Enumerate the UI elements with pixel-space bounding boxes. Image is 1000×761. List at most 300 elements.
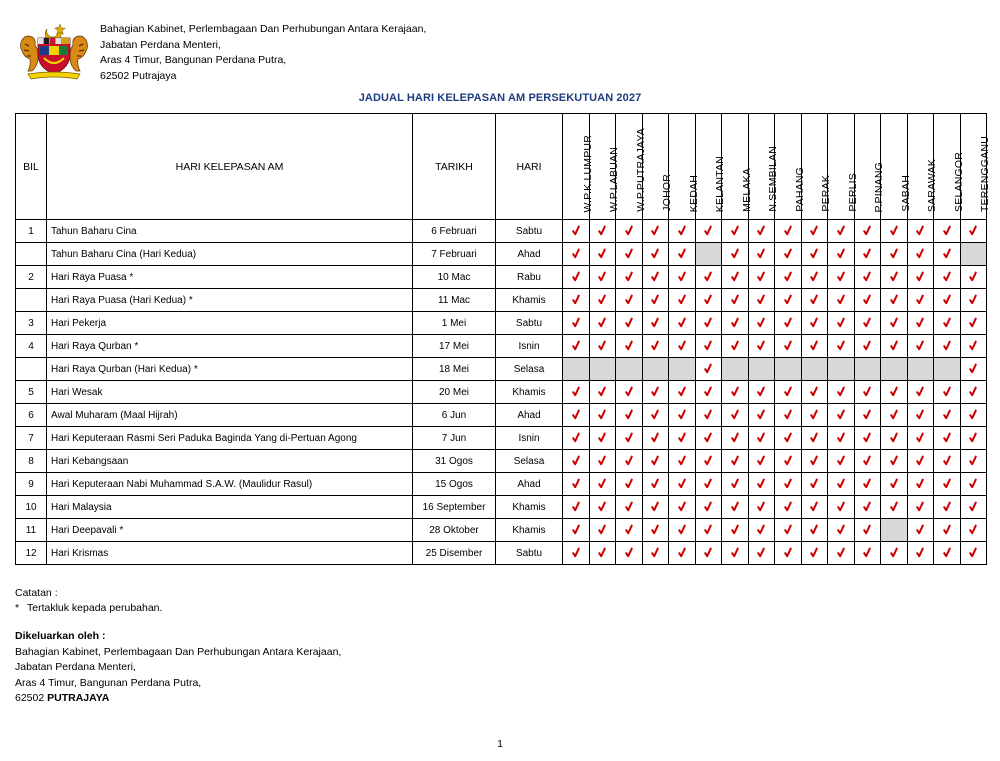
checkmark-icon: [597, 432, 607, 443]
state-holiday-cell: [748, 519, 775, 542]
checkmark-icon: [783, 524, 793, 535]
state-holiday-cell: [669, 519, 696, 542]
state-not-holiday-cell: [563, 358, 590, 381]
org-line: Bahagian Kabinet, Perlembagaan Dan Perhubungan Antara Kerajaan,: [100, 23, 427, 35]
table-row: [16, 473, 987, 496]
state-holiday-cell: [695, 519, 722, 542]
checkmark-icon: [624, 432, 634, 443]
holiday-day: Sabtu: [496, 542, 563, 565]
state-holiday-cell: [854, 427, 881, 450]
checkmark-icon: [809, 524, 819, 535]
holiday-name: Awal Muharam (Maal Hijrah): [47, 404, 413, 427]
notes-heading: Catatan :: [15, 587, 58, 599]
holiday-table: [15, 113, 991, 565]
state-holiday-cell: [801, 427, 828, 450]
state-holiday-cell: [669, 266, 696, 289]
checkmark-icon: [756, 248, 766, 259]
table-row: [16, 220, 987, 243]
state-holiday-cell: [616, 289, 643, 312]
checkmark-icon: [703, 317, 713, 328]
checkmark-icon: [624, 248, 634, 259]
state-holiday-cell: [775, 496, 802, 519]
state-holiday-cell: [669, 542, 696, 565]
state-holiday-cell: [563, 312, 590, 335]
checkmark-icon: [597, 225, 607, 236]
holiday-name: Hari Pekerja: [47, 312, 413, 335]
state-holiday-cell: [934, 542, 961, 565]
header-holiday-name: HARI KELEPASAN AM: [47, 114, 413, 220]
holiday-day: Selasa: [496, 450, 563, 473]
state-holiday-cell: [563, 542, 590, 565]
header-state: [907, 114, 939, 220]
checkmark-icon: [703, 340, 713, 351]
checkmark-icon: [968, 455, 978, 466]
checkmark-icon: [915, 386, 925, 397]
checkmark-icon: [915, 455, 925, 466]
state-holiday-cell: [881, 312, 908, 335]
state-holiday-cell: [642, 381, 669, 404]
state-holiday-cell: [669, 335, 696, 358]
checkmark-icon: [650, 455, 660, 466]
state-holiday-cell: [854, 450, 881, 473]
state-label: SABAH: [899, 175, 912, 212]
state-not-holiday-cell: [907, 358, 934, 381]
checkmark-icon: [862, 432, 872, 443]
holiday-name: Hari Raya Qurban *: [47, 335, 413, 358]
state-holiday-cell: [722, 289, 749, 312]
state-holiday-cell: [934, 427, 961, 450]
issuer-section: [15, 629, 341, 707]
checkmark-icon: [889, 455, 899, 466]
state-holiday-cell: [828, 519, 855, 542]
checkmark-icon: [624, 317, 634, 328]
state-holiday-cell: [589, 243, 616, 266]
holiday-date: 6 Jun: [413, 404, 496, 427]
header-state: [616, 114, 647, 220]
state-not-holiday-cell: [828, 358, 855, 381]
org-line: 62502 Putrajaya: [100, 69, 177, 82]
checkmark-icon: [624, 294, 634, 305]
checkmark-icon: [730, 248, 740, 259]
state-holiday-cell: [881, 450, 908, 473]
checkmark-icon: [889, 317, 899, 328]
state-holiday-cell: [775, 519, 802, 542]
state-holiday-cell: [642, 312, 669, 335]
checkmark-icon: [942, 501, 952, 512]
row-number: 7: [16, 427, 47, 450]
issuer-line: Aras 4 Timur, Bangunan Perdana Putra,: [15, 676, 202, 689]
checkmark-icon: [836, 340, 846, 351]
checkmark-icon: [862, 409, 872, 420]
issuer-line: Jabatan Perdana Menteri,: [15, 661, 136, 673]
state-holiday-cell: [801, 266, 828, 289]
checkmark-icon: [677, 386, 687, 397]
page-number: 1: [497, 738, 503, 750]
state-holiday-cell: [907, 519, 934, 542]
checkmark-icon: [809, 547, 819, 558]
state-holiday-cell: [907, 450, 934, 473]
state-holiday-cell: [722, 427, 749, 450]
checkmark-icon: [677, 271, 687, 282]
checkmark-icon: [915, 524, 925, 535]
checkmark-icon: [597, 271, 607, 282]
checkmark-icon: [677, 409, 687, 420]
checkmark-icon: [783, 317, 793, 328]
state-holiday-cell: [881, 243, 908, 266]
checkmark-icon: [915, 271, 925, 282]
checkmark-icon: [624, 271, 634, 282]
state-holiday-cell: [748, 427, 775, 450]
table-row: [16, 335, 987, 358]
checkmark-icon: [703, 294, 713, 305]
checkmark-icon: [677, 248, 687, 259]
checkmark-icon: [597, 340, 607, 351]
holiday-name: Tahun Baharu Cina: [47, 220, 413, 243]
holiday-name: Hari Raya Puasa (Hari Kedua) *: [47, 289, 413, 312]
checkmark-icon: [836, 547, 846, 558]
state-holiday-cell: [801, 312, 828, 335]
state-label: PERAK: [820, 175, 833, 212]
checkmark-icon: [968, 363, 978, 374]
checkmark-icon: [730, 294, 740, 305]
state-holiday-cell: [828, 542, 855, 565]
state-holiday-cell: [669, 450, 696, 473]
checkmark-icon: [650, 478, 660, 489]
checkmark-icon: [968, 547, 978, 558]
checkmark-icon: [571, 248, 581, 259]
state-holiday-cell: [748, 289, 775, 312]
state-holiday-cell: [775, 335, 802, 358]
state-holiday-cell: [748, 312, 775, 335]
state-holiday-cell: [801, 220, 828, 243]
state-holiday-cell: [934, 220, 961, 243]
state-holiday-cell: [854, 542, 881, 565]
checkmark-icon: [942, 340, 952, 351]
checkmark-icon: [730, 478, 740, 489]
checkmark-icon: [650, 317, 660, 328]
table-row: [16, 312, 987, 335]
state-label: W.P.PUTRAJAYA: [634, 128, 647, 212]
state-holiday-cell: [748, 404, 775, 427]
checkmark-icon: [756, 386, 766, 397]
checkmark-icon: [650, 340, 660, 351]
state-holiday-cell: [695, 220, 722, 243]
state-holiday-cell: [960, 312, 986, 335]
holiday-date: 25 Disember: [413, 542, 496, 565]
state-holiday-cell: [907, 404, 934, 427]
checkmark-icon: [915, 409, 925, 420]
checkmark-icon: [677, 317, 687, 328]
checkmark-icon: [915, 294, 925, 305]
state-holiday-cell: [828, 381, 855, 404]
state-not-holiday-cell: [616, 358, 643, 381]
holiday-day: Khamis: [496, 381, 563, 404]
checkmark-icon: [730, 340, 740, 351]
state-holiday-cell: [881, 496, 908, 519]
state-holiday-cell: [563, 266, 590, 289]
issuer-postcode-line: [15, 691, 341, 707]
checkmark-icon: [571, 225, 581, 236]
state-holiday-cell: [881, 289, 908, 312]
header-day: HARI: [496, 114, 563, 220]
state-holiday-cell: [854, 404, 881, 427]
checkmark-icon: [915, 225, 925, 236]
state-holiday-cell: [960, 381, 986, 404]
state-holiday-cell: [828, 404, 855, 427]
state-holiday-cell: [589, 312, 616, 335]
checkmark-icon: [968, 340, 978, 351]
state-holiday-cell: [642, 450, 669, 473]
state-holiday-cell: [616, 473, 643, 496]
state-holiday-cell: [589, 335, 616, 358]
state-holiday-cell: [616, 335, 643, 358]
checkmark-icon: [597, 409, 607, 420]
state-holiday-cell: [642, 266, 669, 289]
state-holiday-cell: [589, 289, 616, 312]
state-holiday-cell: [881, 542, 908, 565]
state-holiday-cell: [563, 335, 590, 358]
holiday-name: Hari Keputeraan Rasmi Seri Paduka Baginda Yang di-Pertuan Agong: [47, 427, 413, 450]
checkmark-icon: [862, 478, 872, 489]
state-holiday-cell: [934, 312, 961, 335]
state-holiday-cell: [722, 450, 749, 473]
state-holiday-cell: [775, 289, 802, 312]
checkmark-icon: [756, 294, 766, 305]
state-holiday-cell: [563, 243, 590, 266]
checkmark-icon: [571, 478, 581, 489]
state-holiday-cell: [960, 289, 986, 312]
table-row: [16, 450, 987, 473]
checkmark-icon: [968, 524, 978, 535]
checkmark-icon: [571, 340, 581, 351]
state-holiday-cell: [695, 496, 722, 519]
checkmark-icon: [836, 317, 846, 328]
checkmark-icon: [571, 432, 581, 443]
checkmark-icon: [783, 225, 793, 236]
state-holiday-cell: [589, 427, 616, 450]
checkmark-icon: [677, 524, 687, 535]
state-holiday-cell: [907, 243, 934, 266]
state-holiday-cell: [801, 404, 828, 427]
state-holiday-cell: [775, 542, 802, 565]
checkmark-icon: [597, 317, 607, 328]
checkmark-icon: [597, 455, 607, 466]
state-not-holiday-cell: [722, 358, 749, 381]
checkmark-icon: [809, 432, 819, 443]
state-label: SARAWAK: [926, 158, 939, 212]
state-holiday-cell: [642, 289, 669, 312]
state-holiday-cell: [748, 473, 775, 496]
header-state: [722, 114, 753, 220]
state-holiday-cell: [748, 450, 775, 473]
state-holiday-cell: [642, 473, 669, 496]
state-holiday-cell: [828, 427, 855, 450]
checkmark-icon: [889, 340, 899, 351]
holiday-name: Tahun Baharu Cina (Hari Kedua): [47, 243, 413, 266]
state-holiday-cell: [563, 450, 590, 473]
asterisk-marker: *: [15, 602, 20, 614]
state-holiday-cell: [722, 519, 749, 542]
state-label: P.PINANG: [873, 161, 886, 212]
checkmark-icon: [624, 225, 634, 236]
state-holiday-cell: [669, 243, 696, 266]
checkmark-icon: [862, 340, 872, 351]
state-holiday-cell: [748, 381, 775, 404]
state-holiday-cell: [960, 404, 986, 427]
checkmark-icon: [650, 386, 660, 397]
holiday-date: 15 Ogos: [413, 473, 496, 496]
state-holiday-cell: [775, 450, 802, 473]
state-holiday-cell: [907, 427, 934, 450]
state-holiday-cell: [775, 220, 802, 243]
checkmark-icon: [862, 248, 872, 259]
state-holiday-cell: [907, 496, 934, 519]
checkmark-icon: [889, 501, 899, 512]
state-holiday-cell: [775, 473, 802, 496]
checkmark-icon: [968, 317, 978, 328]
checkmark-icon: [597, 478, 607, 489]
state-holiday-cell: [589, 220, 616, 243]
checkmark-icon: [677, 340, 687, 351]
state-holiday-cell: [828, 289, 855, 312]
checkmark-icon: [703, 547, 713, 558]
holiday-date: 11 Mac: [413, 289, 496, 312]
holiday-day: Sabtu: [496, 312, 563, 335]
checkmark-icon: [730, 409, 740, 420]
state-label: MELAKA: [740, 168, 753, 212]
state-holiday-cell: [616, 450, 643, 473]
checkmark-icon: [968, 409, 978, 420]
state-label: KEDAH: [687, 174, 700, 212]
state-holiday-cell: [828, 335, 855, 358]
row-number: 5: [16, 381, 47, 404]
state-holiday-cell: [695, 289, 722, 312]
state-holiday-cell: [669, 473, 696, 496]
checkmark-icon: [571, 386, 581, 397]
state-holiday-cell: [722, 404, 749, 427]
state-holiday-cell: [589, 473, 616, 496]
checkmark-icon: [942, 386, 952, 397]
state-holiday-cell: [669, 220, 696, 243]
checkmark-icon: [942, 409, 952, 420]
state-holiday-cell: [695, 358, 722, 381]
holiday-day: Isnin: [496, 427, 563, 450]
checkmark-icon: [968, 478, 978, 489]
row-number: 4: [16, 335, 47, 358]
checkmark-icon: [703, 409, 713, 420]
state-holiday-cell: [854, 496, 881, 519]
checkmark-icon: [968, 294, 978, 305]
organization-address: [100, 22, 426, 84]
checkmark-icon: [915, 248, 925, 259]
state-holiday-cell: [642, 427, 669, 450]
table-row: [16, 542, 987, 565]
state-holiday-cell: [563, 473, 590, 496]
state-holiday-cell: [960, 450, 986, 473]
state-holiday-cell: [881, 404, 908, 427]
state-holiday-cell: [616, 496, 643, 519]
state-holiday-cell: [881, 266, 908, 289]
notes-item: [15, 601, 162, 616]
checkmark-icon: [756, 317, 766, 328]
holiday-date: 20 Mei: [413, 381, 496, 404]
checkmark-icon: [756, 340, 766, 351]
state-holiday-cell: [748, 266, 775, 289]
state-not-holiday-cell: [881, 358, 908, 381]
state-holiday-cell: [801, 381, 828, 404]
state-holiday-cell: [616, 427, 643, 450]
checkmark-icon: [703, 225, 713, 236]
holiday-date: 17 Mei: [413, 335, 496, 358]
checkmark-icon: [783, 386, 793, 397]
checkmark-icon: [703, 386, 713, 397]
checkmark-icon: [862, 294, 872, 305]
state-not-holiday-cell: [934, 358, 961, 381]
state-holiday-cell: [960, 473, 986, 496]
checkmark-icon: [650, 271, 660, 282]
state-holiday-cell: [801, 519, 828, 542]
state-holiday-cell: [801, 542, 828, 565]
state-holiday-cell: [854, 381, 881, 404]
state-holiday-cell: [881, 220, 908, 243]
state-holiday-cell: [934, 473, 961, 496]
checkmark-icon: [650, 248, 660, 259]
state-holiday-cell: [960, 427, 986, 450]
state-holiday-cell: [669, 289, 696, 312]
checkmark-icon: [756, 409, 766, 420]
state-holiday-cell: [695, 542, 722, 565]
state-holiday-cell: [669, 496, 696, 519]
checkmark-icon: [809, 248, 819, 259]
checkmark-icon: [783, 455, 793, 466]
notes-text: Tertakluk kepada perubahan.: [27, 602, 163, 614]
holiday-day: Khamis: [496, 496, 563, 519]
state-holiday-cell: [563, 381, 590, 404]
header-state: [854, 114, 886, 220]
checkmark-icon: [571, 524, 581, 535]
header-state: [642, 114, 674, 220]
state-holiday-cell: [669, 404, 696, 427]
checkmark-icon: [836, 432, 846, 443]
notes-section: [15, 586, 162, 616]
state-holiday-cell: [960, 220, 986, 243]
state-holiday-cell: [854, 220, 881, 243]
checkmark-icon: [624, 478, 634, 489]
checkmark-icon: [730, 524, 740, 535]
state-holiday-cell: [775, 404, 802, 427]
row-number: [16, 289, 47, 312]
checkmark-icon: [703, 478, 713, 489]
checkmark-icon: [783, 432, 793, 443]
state-not-holiday-cell: [775, 358, 802, 381]
state-holiday-cell: [775, 312, 802, 335]
checkmark-icon: [624, 340, 634, 351]
checkmark-icon: [597, 547, 607, 558]
checkmark-icon: [915, 501, 925, 512]
header-state: [828, 114, 859, 220]
checkmark-icon: [624, 455, 634, 466]
checkmark-icon: [942, 432, 952, 443]
checkmark-icon: [783, 501, 793, 512]
state-holiday-cell: [722, 542, 749, 565]
state-holiday-cell: [589, 404, 616, 427]
checkmark-icon: [703, 455, 713, 466]
checkmark-icon: [942, 455, 952, 466]
checkmark-icon: [862, 547, 872, 558]
state-holiday-cell: [589, 542, 616, 565]
state-holiday-cell: [934, 381, 961, 404]
state-holiday-cell: [881, 473, 908, 496]
